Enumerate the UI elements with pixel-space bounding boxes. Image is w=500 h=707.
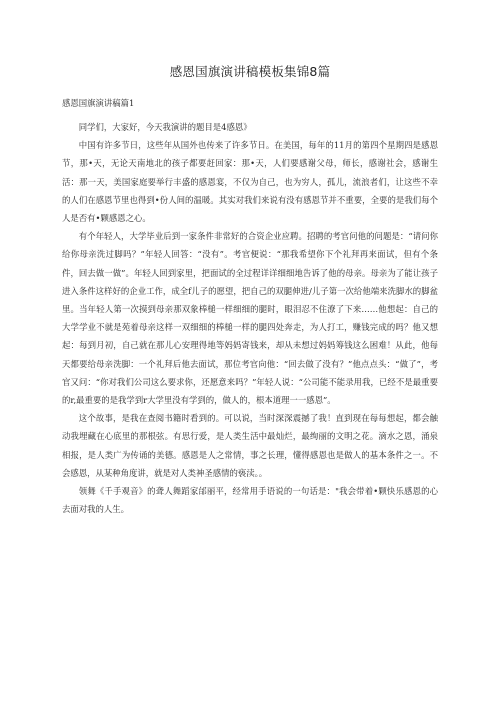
document-title: 感恩国旗演讲稿模板集锦8篇 [169, 64, 331, 79]
body-paragraph-3: 有个年轻人，大学毕业后到一家条件非常好的合资企业应聘。招聘的考官问他的问题是：“请问你给你母亲洗过脚吗？”年轻人回答：“没有”。考官便说：“那我希望你下个礼拜再来面试，但有个条件，回去做一做”。年轻人回到家里，把面试的全过程详详细细地告诉了他的母亲。母亲为了能让孩子进入条件这样好的企业工作，成全f儿子的愿望，把自己的双腿伸进/儿子第一次给他端来洗脚水的脚盆里。当年轻人第一次摸到母亲那双象棒槌一样细细的腿时，眼泪忍不住潦了下来……他想起：自己的大学学业不就是苑着母亲这样一双细细的棒槌一样的腿四处奔走，为人打工，赚钱完成的吗？他又想起：每到月初，自己就在那儿心安理得地等妈妈寄钱来，却从未想过妈妈筹钱这么困难！从此，他每天都要给母亲洗脚：一个礼拜后他去面试，那位考官向他：“回去做了没有？”他点点头：“做了”，考官又问：“你对我们公司这么要求你，还愿意来吗？”年轻人说：“公司能不能录用我，已经不是最重要的r,最重要的是我学到r大学里没有学到的，做人的，根本道理一一感恩”。 [62, 231, 438, 406]
body-paragraph-1: 同学们，大家好，今天我演讲的题目是4感恩》 [78, 122, 252, 132]
body-paragraph-4: 这个故事，是我在查阅书籍时看到的。可以说，当时深深震撼了我！直到现在每每想起，都会触动我埋藏在心底里的那根弦。有思行爱，是人类生活中最灿烂，最绚丽的文明之花。滴水之恩，涌泉相报，是人类广为传诵的美德。感恩是人之常情，事之长理，懂得感恩也是做人的基本条件之一。不会感恩，从某种角度讲，就是对人类神圣感情的亵渎。。 [62, 413, 438, 478]
body-paragraph-5: 领舞《千手观音》的聋人舞蹈家邰丽平，经常用手语说的一句话是："我会带着•颗快乐感恩的心去面对我的人生。 [62, 486, 438, 515]
body-paragraph-2: 中国有许多节日，这些年从国外也传来了许多节日。在美国，每年的11月的第四个星期四是感恩节，那•天，无论天南地北的孩子都要赶回家：那•天，人们要感谢父母，师长，感谢社会，感谢生活：那一天，美国家庭要举行丰盛的感恩宴，不仅为自己，也为穷人，孤儿，流浪者们，让这些不幸的人们在感恩节里也得到•份人间的温暖。其实对我们来说有没有感恩节并不重要，全要的是我们每个人是否有•颗感恩之心。 [62, 140, 438, 224]
document-subheading: 感恩国旗演讲稿篇1 [62, 98, 135, 108]
